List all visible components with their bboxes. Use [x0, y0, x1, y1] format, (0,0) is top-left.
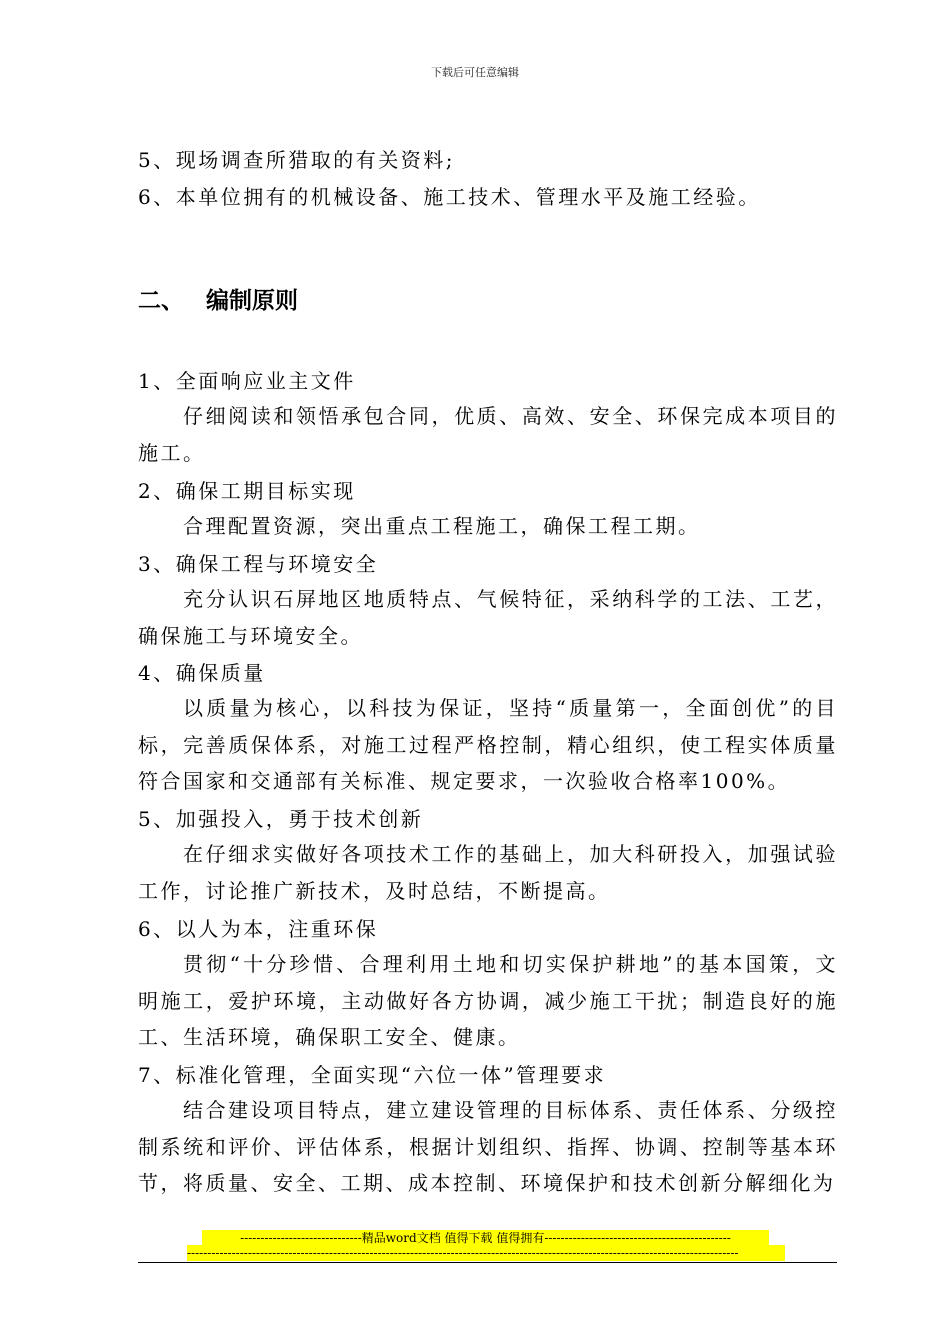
principle-heading: 7、标准化管理，全面实现“六位一体”管理要求: [138, 1063, 607, 1087]
principle-body: 仔细阅读和领悟承包合同，优质、高效、安全、环保完成本项目的施工。: [138, 404, 838, 465]
principle-body: 贯彻“十分珍惜、合理利用土地和切实保护耕地”的基本国策，文明施工，爱护环境，主动做好各方协调，减少施工干扰；制造良好的施工、生活环境，确保职工安全、健康。: [138, 952, 838, 1049]
footer-dashes: ----------------------------------------------------------------------------------------------------------------------------------------: [187, 1245, 785, 1261]
section-heading: [138, 286, 298, 316]
principle-heading: 1、全面响应业主文件: [138, 369, 356, 393]
section-title: 编制原则: [206, 288, 298, 314]
principle-body: 结合建设项目特点，建立建设管理的目标体系、责任体系、分级控制系统和评价、评估体系，根据计划组织、指挥、协调、控制等基本环节，将质量、安全、工期、成本控制、环境保护和技术创新分解细化为: [138, 1098, 838, 1195]
principle-body: 合理配置资源，突出重点工程施工，确保工程工期。: [183, 514, 701, 538]
page-header-note: 下载后可任意编辑: [431, 66, 519, 79]
principle-body: 在仔细求实做好各项技术工作的基础上，加大科研投入，加强试验工作，讨论推广新技术，及时总结，不断提高。: [138, 842, 838, 903]
principle-heading: 4、确保质量: [138, 661, 266, 685]
principle-heading: 5、加强投入，勇于技术创新: [138, 807, 424, 831]
list-item: 6、本单位拥有的机械设备、施工技术、管理水平及施工经验。: [138, 185, 761, 209]
principle-heading: 3、确保工程与环境安全: [138, 552, 379, 576]
principle-heading: 2、确保工期目标实现: [138, 479, 356, 503]
principle-body: 充分认识石屏地区地质特点、气候特征，采纳科学的工法、工艺，确保施工与环境安全。: [138, 587, 838, 648]
footer-banner: ------------------------------精品word文档 值得下载 值得拥有----------------------------------------------: [202, 1230, 769, 1246]
footer-rule: [138, 1262, 837, 1263]
principle-heading: 6、以人为本，注重环保: [138, 917, 379, 941]
list-item: 5、现场调查所猎取的有关资料;: [138, 148, 455, 172]
principle-body: 以质量为核心，以科技为保证，坚持“质量第一，全面创优”的目标，完善质保体系，对施工过程严格控制，精心组织，使工程实体质量符合国家和交通部有关标准、规定要求，一次验收合格率100%。: [138, 696, 838, 793]
section-number: 二、: [138, 288, 184, 314]
